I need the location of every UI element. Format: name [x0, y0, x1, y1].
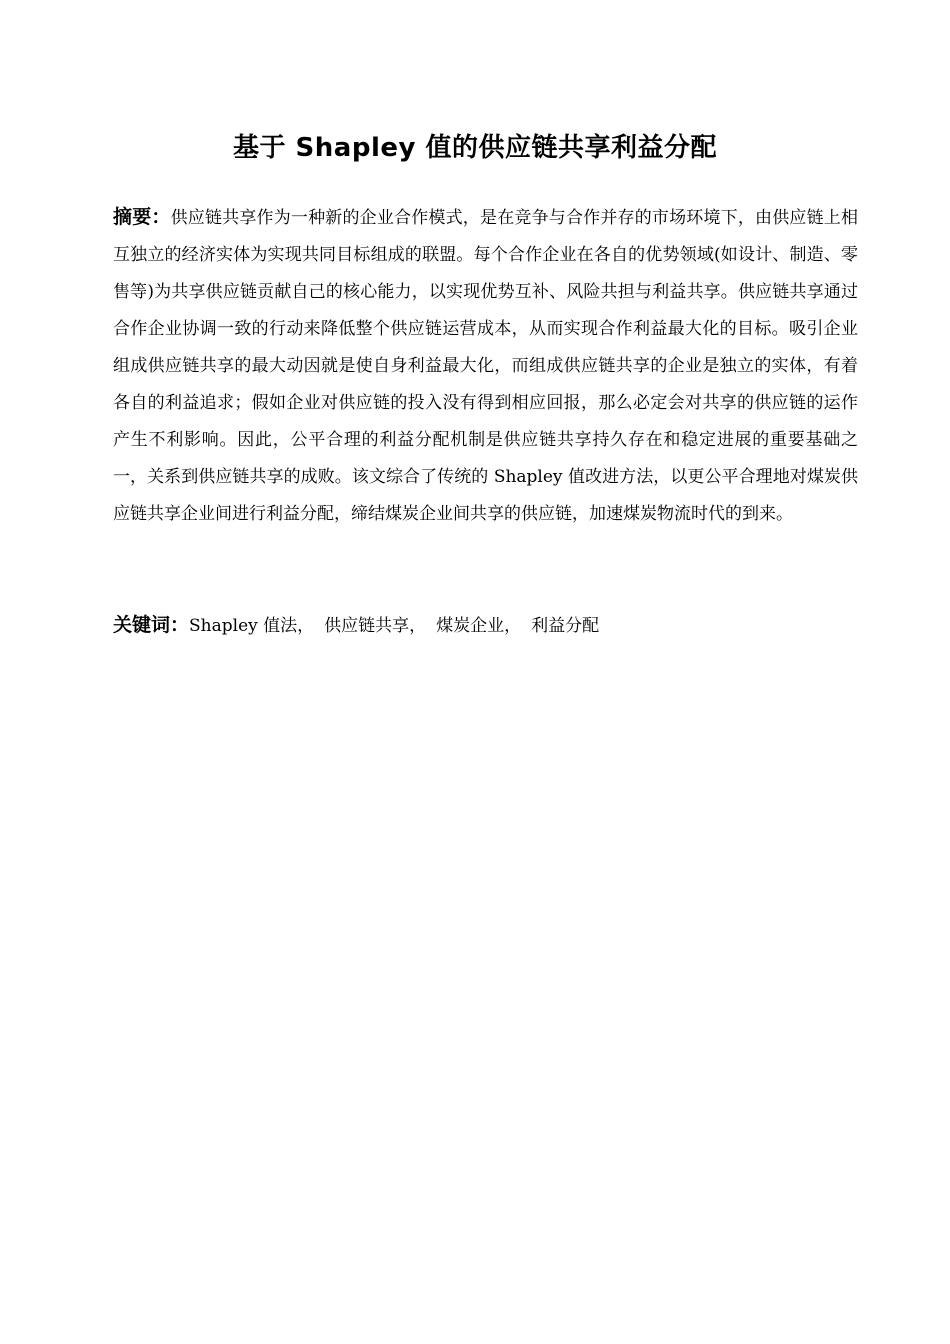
abstract-label: 摘要：: [113, 206, 171, 228]
keyword-item: 供应链共享，: [324, 616, 427, 636]
keyword-item: 煤炭企业，: [436, 616, 522, 636]
keywords-line: [113, 607, 858, 645]
keyword-item: 利益分配: [531, 616, 600, 636]
document-title: 基于 Shapley 值的供应链共享利益分配: [233, 133, 717, 163]
keywords-label: 关键词：: [113, 614, 190, 636]
abstract-text: 供应链共享作为一种新的企业合作模式，是在竞争与合作并存的市场环境下，由供应链上相互独立的经济实体为实现共同目标组成的联盟。每个合作企业在各自的优势领域(如设计、制造、零售等)为共享供应链贡献自己的核心能力，以实现优势互补、风险共担与利益共享。供应链共享通过合作企业协调一致的行动来降低整个供应链运营成本，从而实现合作利益最大化的目标。吸引企业组成供应链共享的最大动因就是使自身利益最大化，而组成供应链共享的企业是独立的实体，有着各自的利益追求；假如企业对供应链的投入没有得到相应回报，那么必定会对共享的供应链的运作产生不利影响。因此，公平合理的利益分配机制是供应链共享持久存在和稳定进展的重要基础之一，关系到供应链共享的成败。该文综合了传统的 Shapley 值改进方法，以更公平合理地对煤炭供应链共享企业间进行利益分配，缔结煤炭企业间共享的供应链，加速煤炭物流时代的到来。: [113, 208, 858, 524]
keyword-item: Shapley 值法，: [189, 616, 315, 636]
abstract-paragraph: [113, 199, 858, 533]
